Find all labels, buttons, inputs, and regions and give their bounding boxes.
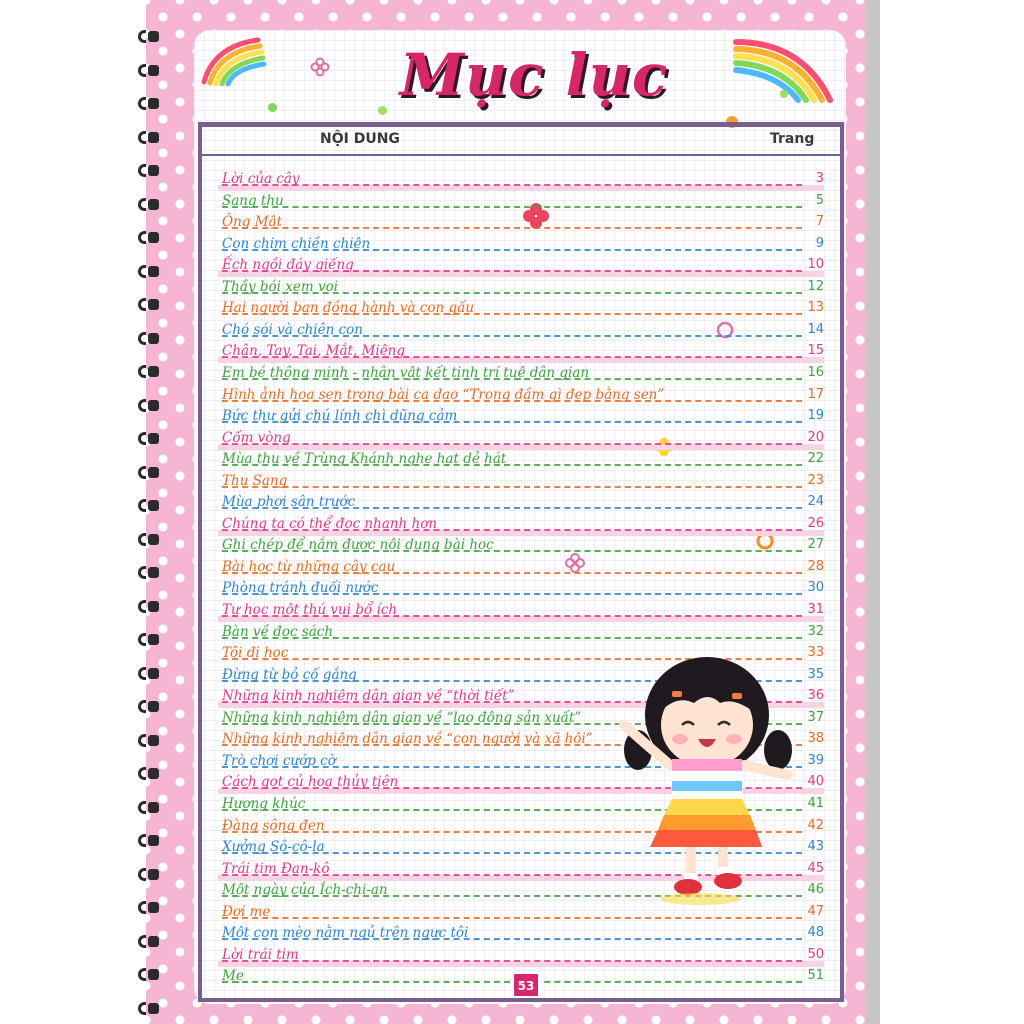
- toc-entry-title: Trò chơi cướp cờ: [222, 752, 336, 769]
- toc-entry-page: 20: [807, 429, 824, 445]
- toc-entry-page: 27: [807, 537, 824, 553]
- toc-entry-title: Lời trái tim: [222, 946, 299, 963]
- toc-entry[interactable]: [218, 278, 824, 299]
- toc-entry[interactable]: [218, 192, 824, 213]
- binding-hole: [148, 802, 159, 813]
- toc-entry-title: Xưởng Sô-cô-la: [222, 839, 325, 856]
- toc-entry-page: 40: [807, 774, 824, 790]
- binding-hole: [148, 165, 159, 176]
- binding-hole: [148, 735, 159, 746]
- binding-hole: [148, 567, 159, 578]
- toc-entry-title: Hương khúc: [222, 795, 306, 812]
- binding-hole: [148, 98, 159, 109]
- toc-entry-page: 51: [807, 968, 824, 984]
- toc-entry-title: Đàng sông đen: [222, 817, 325, 834]
- toc-entry-title: Tôi đi học: [222, 645, 289, 662]
- toc-entry-title: Thầy bói xem voi: [222, 278, 339, 295]
- toc-entry-page: 16: [807, 364, 824, 380]
- toc-entry-title: Em bé thông minh - nhân vật kết tinh trí tuệ dân gian: [222, 364, 590, 381]
- binding-hole: [148, 366, 159, 377]
- binding-hole: [148, 132, 159, 143]
- binding-hole: [148, 634, 159, 645]
- toc-entry-title: Bàn về đọc sách: [222, 623, 334, 640]
- toc-entry-page: 33: [807, 645, 824, 661]
- toc-leader-dots: [222, 227, 802, 229]
- toc-entry-page: 26: [807, 515, 824, 531]
- binding-hole: [148, 768, 159, 779]
- toc-entry-page: 50: [807, 946, 824, 962]
- spiral-binding: [0, 0, 150, 1024]
- toc-entry[interactable]: [218, 623, 824, 644]
- toc-entry-page: 42: [807, 817, 824, 833]
- binding-hole: [148, 299, 159, 310]
- toc-entry-page: 14: [807, 321, 824, 337]
- background-right: [880, 0, 1024, 1024]
- header-page-label: Trang: [770, 131, 815, 147]
- page-edge-strip: [866, 0, 880, 1024]
- toc-entry[interactable]: [218, 407, 824, 428]
- toc-entry-title: Phòng tránh đuối nước: [222, 580, 379, 597]
- green-dot-icon: [268, 103, 277, 112]
- toc-entry[interactable]: [218, 299, 824, 320]
- toc-entry-page: 5: [815, 192, 824, 208]
- toc-leader-dots: [222, 917, 802, 919]
- toc-entry-title: Những kinh nghiệm dân gian về “thời tiết”: [222, 688, 515, 705]
- rainbow-left-icon: [200, 36, 270, 86]
- toc-entry-page: 46: [807, 882, 824, 898]
- toc-entry-title: Hình ảnh hoa sen trong bài ca dao “Trong đầm gì đẹp bằng sen”: [222, 386, 665, 403]
- toc-entry[interactable]: [218, 213, 824, 234]
- binding-hole: [148, 668, 159, 679]
- toc-entry-page: 43: [807, 839, 824, 855]
- toc-entry-title: Tự học một thú vui bổ ích: [222, 602, 398, 618]
- binding-hole: [148, 534, 159, 545]
- toc-entry-page: 19: [807, 408, 824, 424]
- toc-entry-title: Đừng từ bỏ cố gắng: [222, 666, 357, 683]
- binding-hole: [148, 835, 159, 846]
- toc-entry-page: 36: [807, 688, 824, 704]
- binding-hole: [148, 869, 159, 880]
- toc-entry-page: 35: [807, 666, 824, 682]
- toc-entry[interactable]: [218, 321, 824, 342]
- toc-entry-page: 30: [807, 580, 824, 596]
- toc-entry-title: Sang thu: [222, 192, 284, 209]
- toc-entry-title: Những kinh nghiệm dân gian về “lao động sản xuất”: [222, 709, 582, 726]
- toc-entry[interactable]: [218, 450, 824, 471]
- toc-entry-title: Hai người bạn đồng hành và con gấu: [222, 300, 475, 317]
- toc-entry-page: 23: [807, 472, 824, 488]
- toc-entry-title: Chó sói và chiên con: [222, 321, 364, 338]
- header-divider: [202, 154, 840, 156]
- toc-entry[interactable]: [218, 579, 824, 600]
- binding-hole: [148, 601, 159, 612]
- toc-leader-dots: [222, 184, 802, 186]
- toc-entry-page: 32: [807, 623, 824, 639]
- toc-entry[interactable]: [218, 429, 824, 450]
- toc-entry-title: Cốm vòng: [222, 429, 291, 446]
- toc-entry-title: Chân, Tay, Tai, Mắt, Miệng: [222, 343, 406, 360]
- toc-entry[interactable]: [218, 493, 824, 514]
- toc-entry-title: Ghi chép để nắm được nội dung bài học: [222, 537, 494, 554]
- toc-entry-page: 15: [807, 343, 824, 359]
- toc-entry[interactable]: [218, 256, 824, 277]
- toc-entry[interactable]: [218, 170, 824, 191]
- binding-hole: [148, 266, 159, 277]
- toc-entry[interactable]: [218, 601, 824, 622]
- binding-hole: [148, 701, 159, 712]
- toc-leader-dots: [222, 486, 802, 488]
- girl-illustration: [610, 655, 800, 910]
- toc-leader-dots: [222, 206, 802, 208]
- binding-hole: [148, 232, 159, 243]
- toc-entry[interactable]: [218, 558, 824, 579]
- binding-hole: [148, 31, 159, 42]
- toc-entry-title: Một ngày của Ích-chi-an: [222, 882, 388, 899]
- toc-entry-page: 45: [807, 860, 824, 876]
- toc-entry[interactable]: [218, 515, 824, 536]
- binding-hole: [148, 902, 159, 913]
- toc-entry-page: 31: [807, 602, 824, 617]
- binding-hole: [148, 969, 159, 980]
- toc-entry-page: 38: [807, 731, 824, 747]
- toc-entry-page: 37: [807, 709, 824, 725]
- toc-entry[interactable]: [218, 472, 824, 493]
- binding-hole: [148, 433, 159, 444]
- pink-flower-icon: [310, 57, 330, 77]
- toc-entry[interactable]: [218, 924, 824, 945]
- toc-entry-page: 41: [807, 795, 824, 811]
- toc-entry-title: Một con mèo nằm ngủ trên ngực tôi: [222, 925, 469, 942]
- toc-entry-title: Mẹ: [222, 968, 244, 985]
- toc-entry-page: 39: [807, 752, 824, 768]
- toc-entry-page: 13: [807, 300, 824, 316]
- binding-hole: [148, 333, 159, 344]
- binding-hole: [148, 936, 159, 947]
- toc-entry-page: 28: [807, 558, 824, 574]
- toc-entry-title: Ông Mật: [222, 214, 282, 231]
- toc-entry-title: Bài học từ những cây cau: [222, 558, 396, 575]
- green-dot-icon: [780, 90, 788, 98]
- binding-hole: [148, 467, 159, 478]
- page-number-badge: 53: [512, 972, 540, 998]
- toc-header: [202, 127, 840, 155]
- header-content-label: NỘI DUNG: [320, 131, 400, 147]
- toc-entry-page: 24: [807, 494, 824, 510]
- toc-entry-title: Cách gọt củ hoa thủy tiên: [222, 774, 399, 791]
- toc-leader-dots: [222, 443, 802, 445]
- toc-entry-title: Bức thư gửi chú lính chì dũng cảm: [222, 408, 458, 425]
- toc-entry[interactable]: [218, 536, 824, 557]
- toc-entry-title: Thu Sang: [222, 472, 288, 489]
- toc-entry-page: 10: [807, 257, 824, 273]
- page-title: Mục lục: [399, 41, 669, 109]
- binding-hole: [148, 65, 159, 76]
- toc-entry[interactable]: [218, 386, 824, 407]
- toc-entry-page: 48: [807, 925, 824, 941]
- toc-entry[interactable]: [218, 364, 824, 385]
- toc-entry-page: 12: [807, 278, 824, 294]
- toc-entry[interactable]: [218, 235, 824, 256]
- toc-entry-page: 17: [807, 386, 824, 402]
- toc-leader-dots: [222, 960, 802, 962]
- binding-hole: [148, 500, 159, 511]
- toc-entry-title: Lời của cây: [222, 171, 300, 187]
- toc-entry-page: 9: [815, 235, 824, 251]
- binding-hole: [148, 199, 159, 210]
- toc-entry[interactable]: [218, 946, 824, 967]
- binding-hole: [148, 400, 159, 411]
- toc-entry-title: Đợi mẹ: [222, 903, 271, 920]
- toc-entry[interactable]: [218, 342, 824, 363]
- toc-entry-title: Mùa phơi sân trước: [222, 494, 356, 511]
- toc-entry-page: 22: [807, 451, 824, 467]
- toc-entry-page: 7: [815, 214, 824, 230]
- toc-entry-title: Con chim chiền chiện: [222, 235, 371, 252]
- toc-entry-title: Chúng ta có thể đọc nhanh hơn: [222, 515, 438, 532]
- toc-entry-page: 3: [815, 171, 824, 186]
- binding-hole: [148, 1003, 159, 1014]
- toc-entry-title: Ếch ngồi đáy giếng: [222, 257, 354, 274]
- toc-entry-title: Trái tim Đan-kô: [222, 860, 330, 877]
- toc-entry-title: Mùa thu về Trùng Khánh nghe hạt dẻ hát: [222, 451, 507, 468]
- toc-entry-page: 47: [807, 903, 824, 919]
- toc-entry-title: Những kinh nghiệm dân gian về “con người và xã hội”: [222, 731, 593, 748]
